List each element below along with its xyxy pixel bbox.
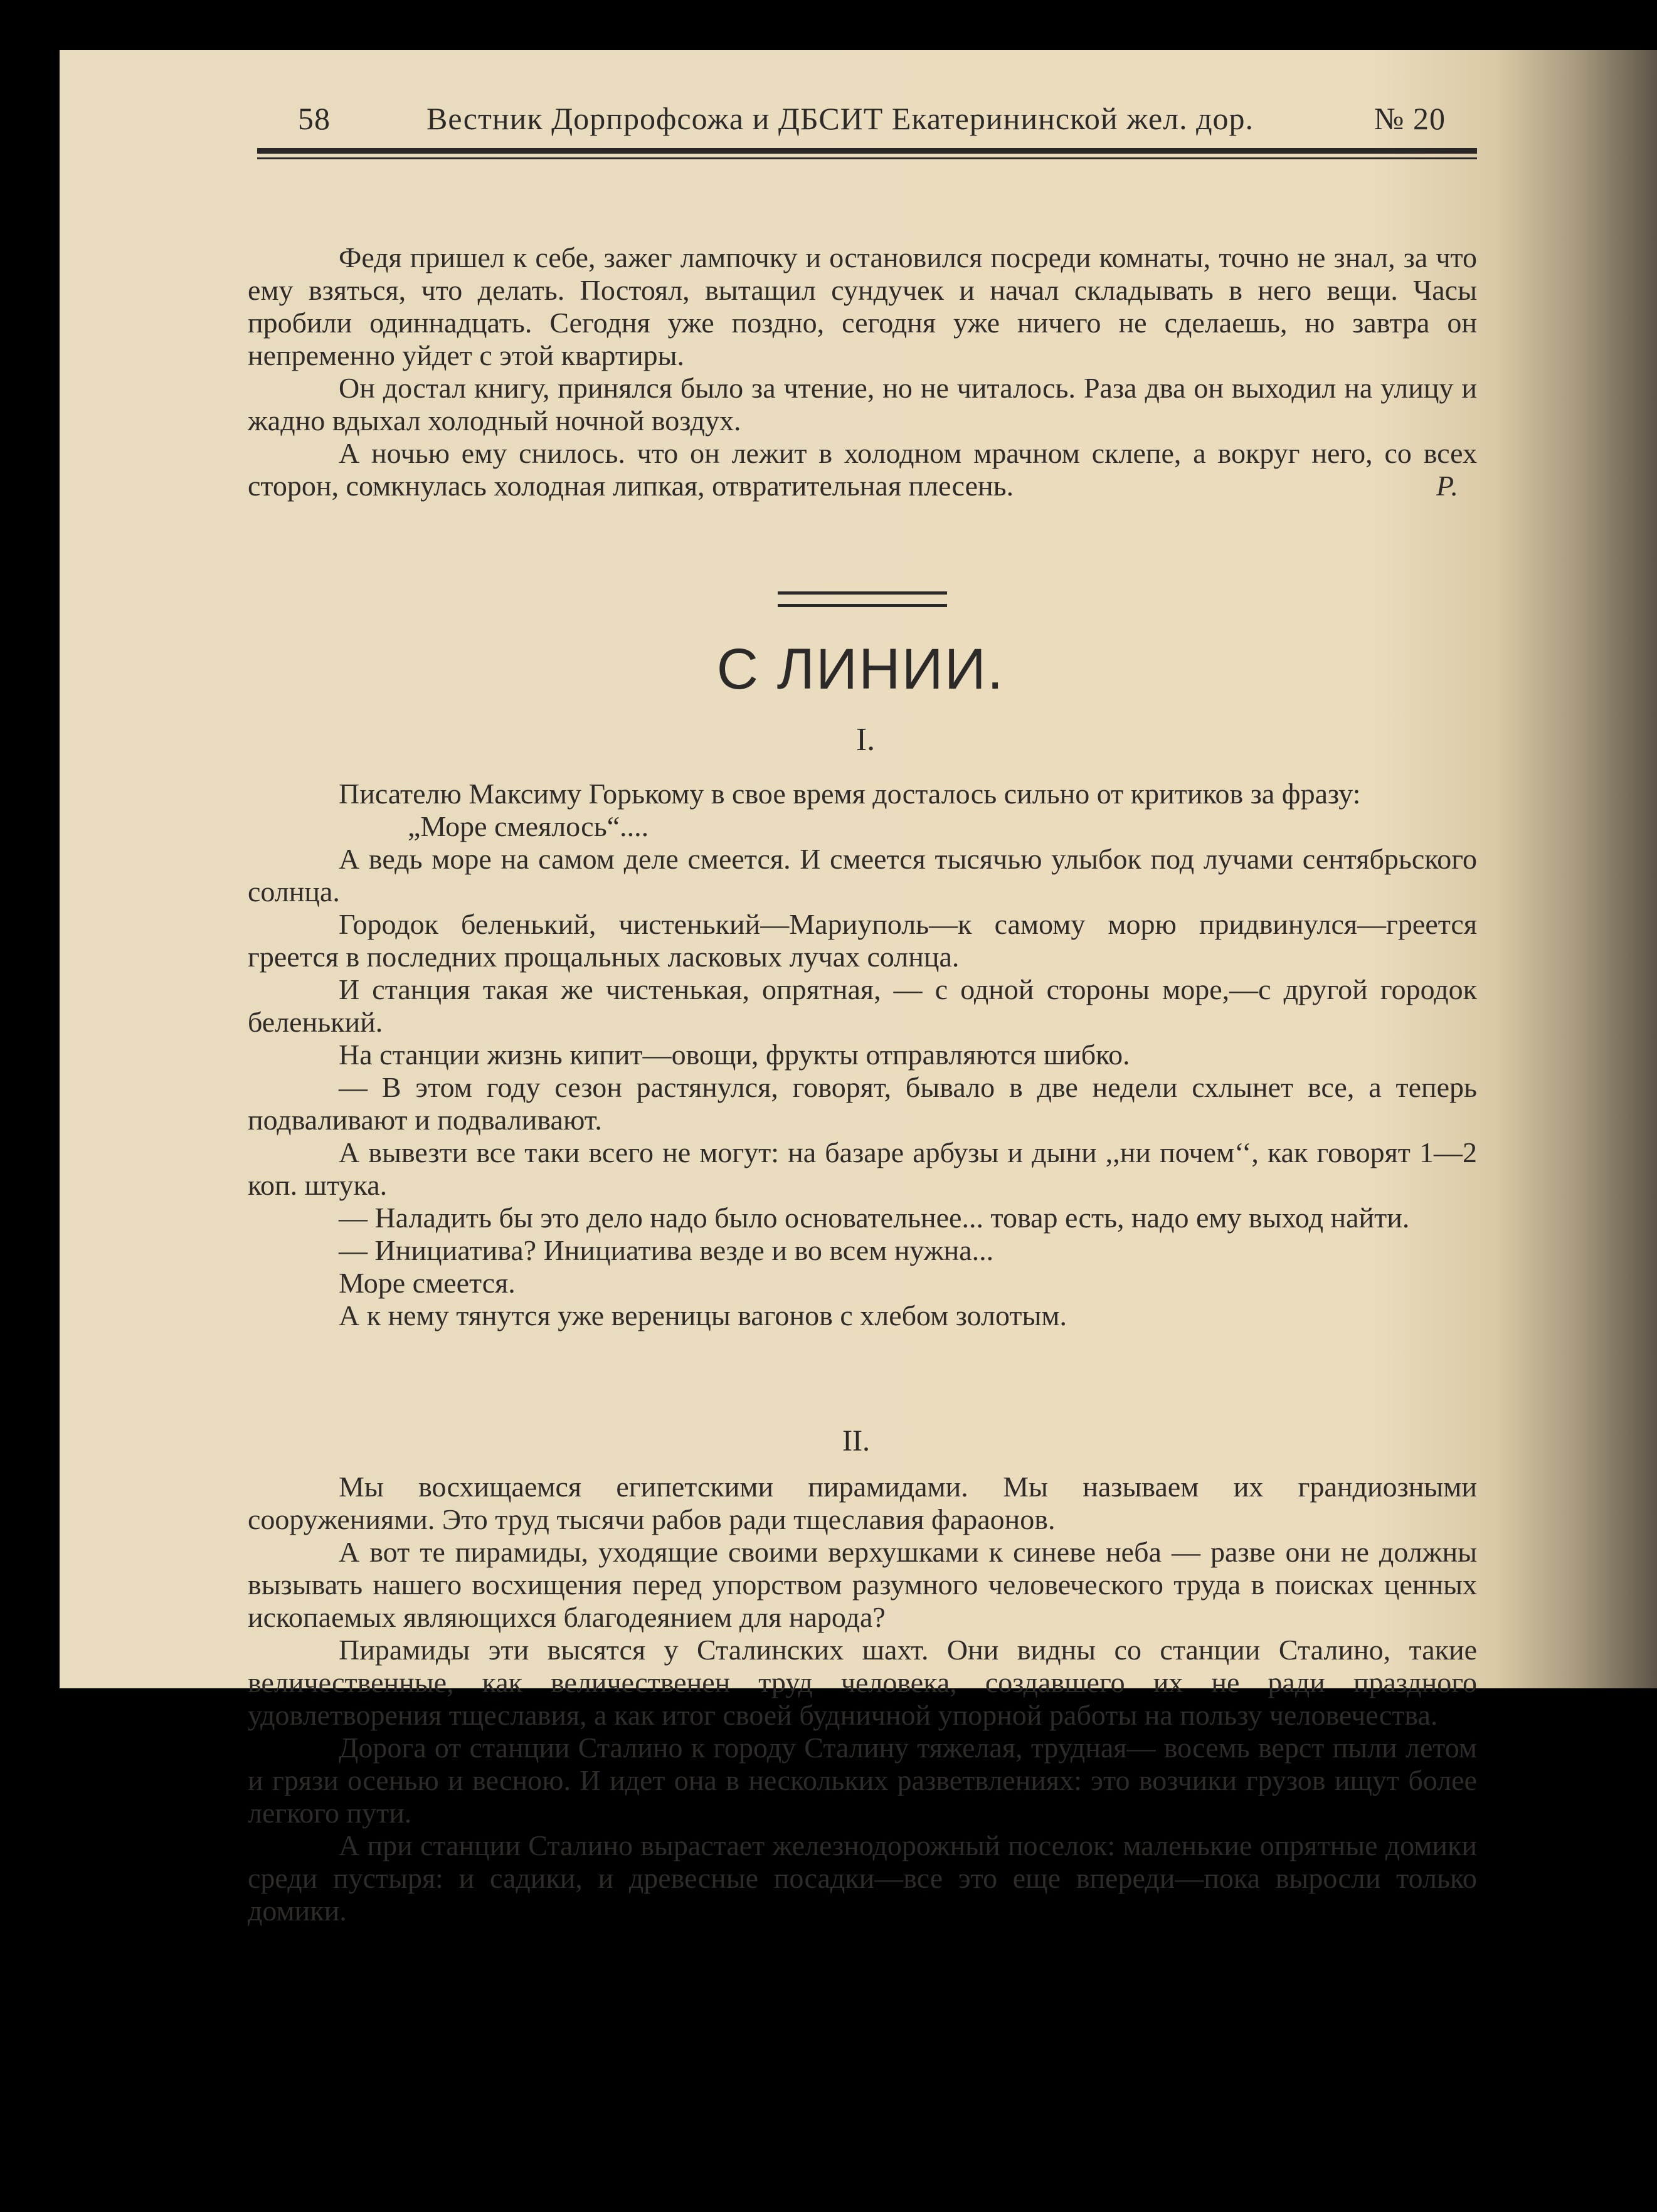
paragraph: И станция такая же чистенькая, опрятная, — с одной стороны море,—с другой городок беленький.	[248, 973, 1477, 1038]
section-1-text	[248, 778, 1477, 1332]
ornament-divider	[778, 591, 947, 595]
paragraph: — Инициатива? Инициатива везде и во всем нужна...	[339, 1234, 994, 1266]
author-signature: Р.	[1436, 470, 1458, 502]
paragraph: Море смеется.	[339, 1267, 516, 1299]
paragraph-text: А ночью ему снилось. что он лежит в холодном мрачном склепе, а вокруг него, со всех сторон, сомкнулась холодная липкая, отвратительная плесень.	[248, 437, 1477, 502]
paragraph: Он достал книгу, принялся было за чтение, но не читалось. Раза два он выходил на улицу и жадно вдыхал холодный ночной воздух.	[248, 372, 1477, 437]
paragraph	[248, 437, 1477, 502]
paragraph: А к нему тянутся уже вереницы вагонов с хлебом золотым.	[339, 1299, 1067, 1331]
ornament-divider	[778, 604, 947, 607]
quote-line: „Море смеялось“....	[408, 810, 649, 842]
paragraph: А вывезти все таки всего не могут: на базаре арбузы и дыни ,,ни почем‘‘, как говорят 1—2 коп. штука.	[248, 1136, 1477, 1201]
paragraph: Пирамиды эти высятся у Сталинских шахт. Они видны со станции Сталино, такие величественные, как величественен труд человека, создавшего их не ради праздного удовлетворения тщеславия, а как итог своей будничной упорной работы на пользу человечества.	[248, 1634, 1477, 1731]
paragraph: На станции жизнь кипит—овощи, фрукты отправляются шибко.	[339, 1039, 1130, 1071]
paragraph: — Наладить бы это дело надо было основательнее... товар есть, надо ему выход найти.	[339, 1202, 1410, 1234]
paragraph: Городок беленький, чистенький—Мариуполь—к самому морю придвинулся—греется греется в последних прощальных ласковых лучах солнца.	[248, 908, 1477, 973]
header-rule-thin	[257, 157, 1477, 159]
paragraph: Федя пришел к себе, зажег лампочку и остановился посреди комнаты, точно не знал, за что ему взяться, что делать. Постоял, вытащил сундучек и начал складывать в него вещи. Часы пробили одиннадцать. Сегодня уже поздно, сегодня уже ничего не сделаешь, но завтра он непременно уйдет с этой квартиры.	[248, 241, 1477, 371]
page-number: 58	[298, 101, 331, 136]
paragraph: Дорога от станции Сталино к городу Сталину тяжелая, трудная— восемь верст пыли летом и грязи осенью и весною. И идет она в нескольких разветвлениях: это возчики грузов ищут более легкого пути.	[248, 1732, 1477, 1829]
paragraph: А при станции Сталино вырастает железнодорожный поселок: маленькие опрятные домики среди пустыря: и садики, и древесные посадки—все это еще впереди—пока выросли только домики.	[248, 1829, 1477, 1927]
header-rule-thick	[257, 148, 1477, 154]
paragraph: Писателю Максиму Горькому в свое время досталось сильно от критиков за фразу:	[339, 778, 1361, 810]
paragraph: — В этом году сезон растянулся, говорят, бывало в две недели схлынет все, а теперь подваливают и подваливают.	[248, 1071, 1477, 1136]
paragraph: А вот те пирамиды, уходящие своими верхушками к синеве неба — разве они не должны вызывать нашего восхищения перед упорством разумного человеческого труда в поисках ценных ископаемых являющихся благодеянием для народа?	[248, 1536, 1477, 1633]
running-header	[198, 100, 1446, 151]
journal-title: Вестник Дорпрофсожа и ДБСИТ Екатерининской жел. дор.	[426, 101, 1254, 136]
section-number: I.	[855, 722, 876, 758]
section-number: II.	[842, 1424, 870, 1458]
issue-number: № 20	[1374, 101, 1446, 136]
article-heading: С ЛИНИИ.	[716, 637, 1005, 701]
paragraph: Мы восхищаемся египетскими пирамидами. Мы называем их грандиозными сооружениями. Это труд тысячи рабов ради тщеславия фараонов.	[248, 1471, 1477, 1535]
paragraph: А ведь море на самом деле смеется. И смеется тысячью улыбок под лучами сентябрьского солнца.	[248, 843, 1477, 908]
section-2-text	[248, 1471, 1477, 1927]
intro-text	[248, 241, 1477, 502]
